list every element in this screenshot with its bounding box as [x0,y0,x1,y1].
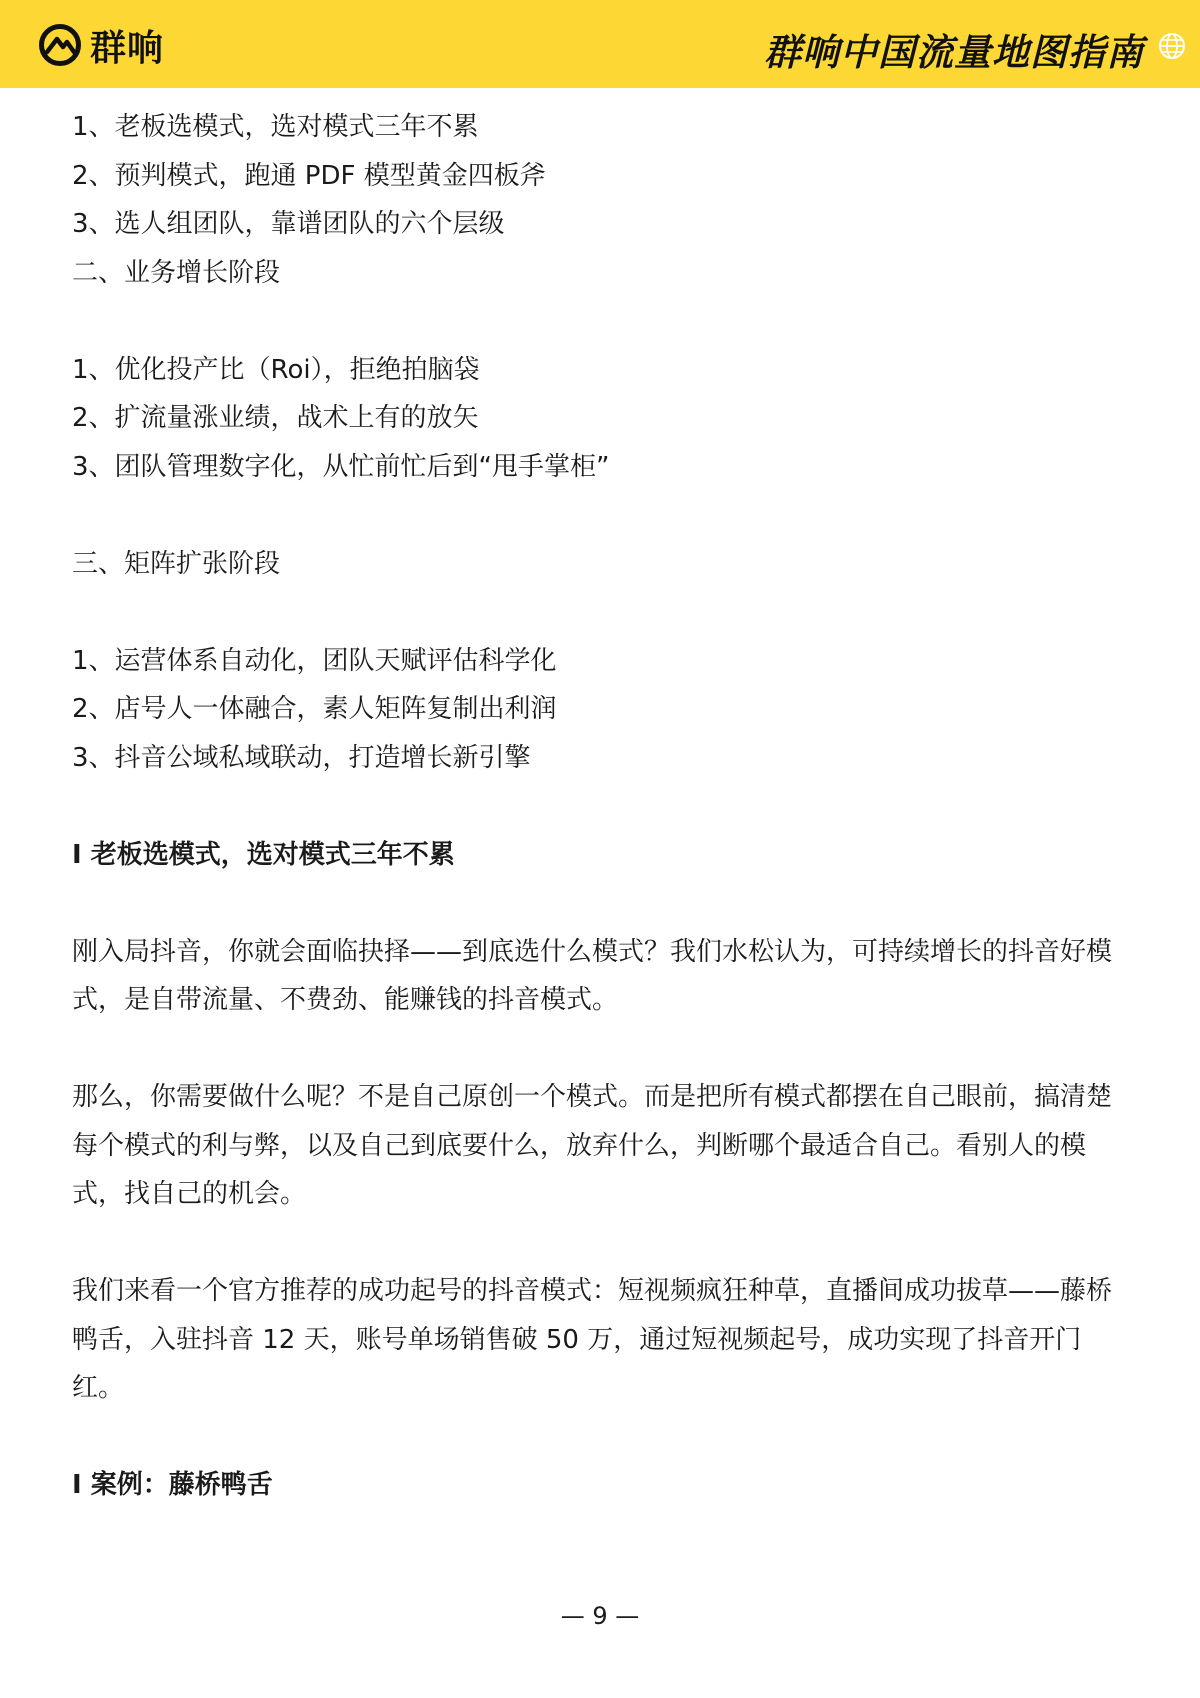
stage-heading: 二、业务增长阶段 [72,257,281,288]
list-item: 1、运营体系自动化，团队天赋评估科学化 [72,645,557,676]
spacer [72,588,1132,637]
list-item: 2、店号人一体融合，素人矩阵复制出利润 [72,694,557,724]
spacer [72,782,1132,831]
logo-text: 群响 [90,27,165,69]
section-title: I 案例：藤桥鸭舌 [72,1470,273,1500]
list-item: 1、老板选模式，选对模式三年不累 [72,112,479,142]
list-item: 1、优化投产比（Roi），拒绝拍脑袋 [72,354,480,385]
brand-logo [38,20,164,70]
list-item: 3、抖音公域私域联动，打造增长新引擎 [72,742,531,773]
paragraph: 我们来看一个官方推荐的成功起号的抖音模式：短视频疯狂种草，直播间成功拔草——藤桥鸭舌，入驻抖音 12 天，账号单场销售破 50 万，通过短视频起号，成功实现了抖音开门红。 [72,1276,1113,1403]
section-title: I 老板选模式，选对模式三年不累 [72,839,455,870]
spacer [72,879,1132,928]
header-title: 群响中国流量地图指南 [764,31,1144,74]
list-item: 3、选人组团队，靠谱团队的六个层级 [72,209,505,239]
stage-heading: 三、矩阵扩张阶段 [72,548,281,579]
list-item: 2、扩流量涨业绩，战术上有的放矢 [72,403,479,433]
list-item: 2、预判模式，跑通 PDF 模型黄金四板斧 [72,160,546,191]
globe-icon [1158,32,1186,60]
list-item: 3、团队管理数字化，从忙前忙后到“甩手掌柜” [72,451,610,482]
paragraph: 那么，你需要做什么呢？不是自己原创一个模式。而是把所有模式都摆在自己眼前，搞清楚每个模式的利与弊，以及自己到底要什么，放弃什么，判断哪个最适合自己。看别人的模式，找自己的机会。 [72,1082,1113,1209]
paragraph: 刚入局抖音，你就会面临抉择——到底选什么模式？我们水松认为，可持续增长的抖音好模式，是自带流量、不费劲、能赚钱的抖音模式。 [72,936,1113,1015]
logo-mark-icon [38,23,82,67]
spacer [72,1413,1132,1462]
spacer [72,491,1132,540]
spacer [72,1219,1132,1268]
spacer [72,297,1132,346]
document-body [72,103,1132,1510]
page-header [0,0,1200,88]
spacer [72,1025,1132,1074]
page-number: — 9 — [560,1602,640,1630]
